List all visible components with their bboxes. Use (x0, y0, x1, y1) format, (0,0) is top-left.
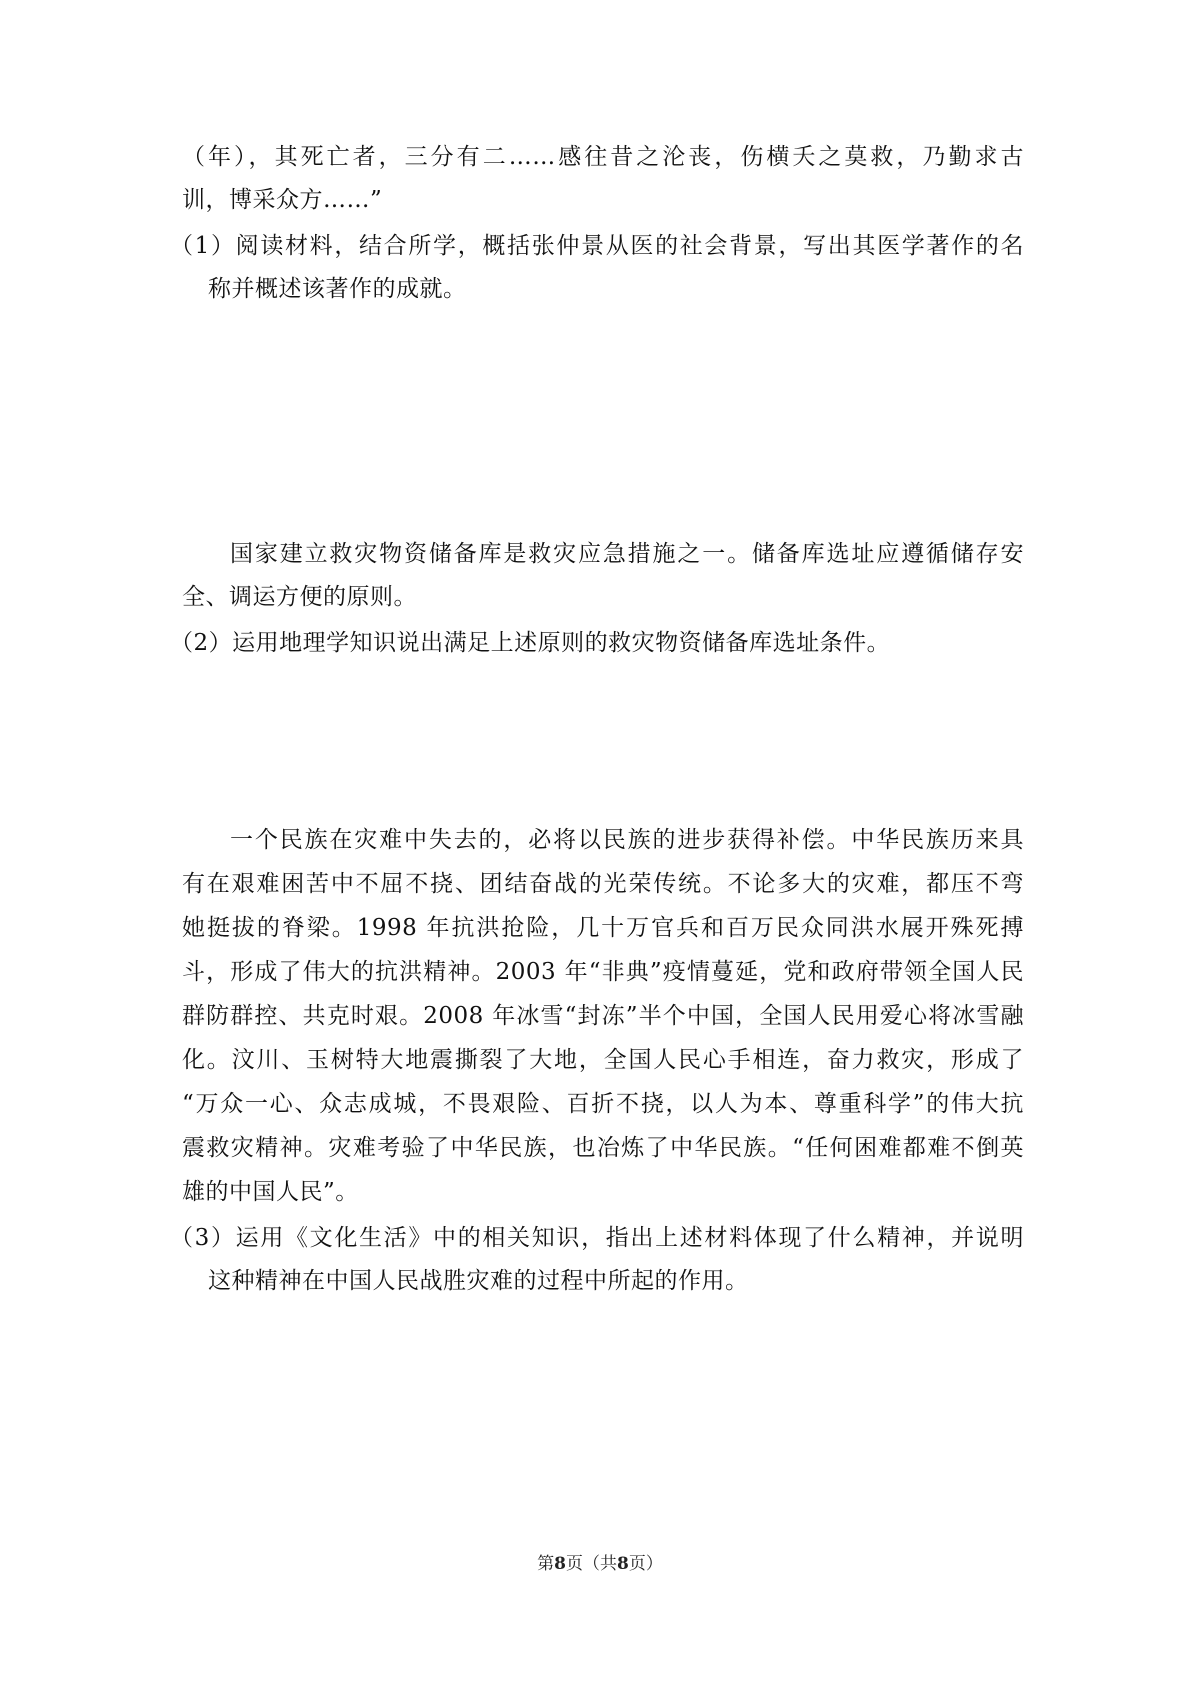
page-number: 8 (554, 1554, 566, 1574)
text-line: 国家建立救灾物资储备库是救灾应急措施之一。储备库选址应遵循储存安 (230, 541, 1024, 567)
question-1: （1）阅读材料，结合所学，概括张仲景从医的社会背景，写出其医学著作的名 (170, 233, 1024, 259)
text-line: 她挺拔的脊梁。1998 年抗洪抢险，几十万官兵和百万民众同洪水展开殊死搏 (182, 915, 1024, 941)
text-line: 训，博采众方……” (182, 187, 383, 213)
footer-suffix: 页） (628, 1554, 663, 1574)
text-line: 一个民族在灾难中失去的，必将以民族的进步获得补偿。中华民族历来具 (230, 827, 1024, 853)
question-2: （2）运用地理学知识说出满足上述原则的救灾物资储备库选址条件。 (170, 630, 891, 656)
text-line: 全、调运方便的原则。 (182, 584, 417, 610)
footer-prefix: 第 (537, 1554, 555, 1574)
text-line: 雄的中国人民”。 (182, 1179, 359, 1205)
question-1-continued: 称并概述该著作的成就。 (208, 276, 467, 302)
text-line: 震救灾精神。灾难考验了中华民族，也冶炼了中华民族。“任何困难都难不倒英 (182, 1135, 1024, 1161)
text-line: “万众一心、众志成城，不畏艰险、百折不挠，以人为本、尊重科学”的伟大抗 (182, 1091, 1024, 1117)
text-line: （年），其死亡者，三分有二……感往昔之沦丧，伤横夭之莫救，乃勤求古 (182, 144, 1024, 170)
total-pages: 8 (617, 1554, 629, 1574)
page-footer (0, 1552, 1200, 1576)
question-3-continued: 这种精神在中国人民战胜灾难的过程中所起的作用。 (208, 1268, 749, 1294)
text-line: 化。汶川、玉树特大地震撕裂了大地，全国人民心手相连，奋力救灾，形成了 (182, 1047, 1024, 1073)
text-line: 有在艰难困苦中不屈不挠、团结奋战的光荣传统。不论多大的灾难，都压不弯 (182, 871, 1024, 897)
footer-middle: 页（共 (566, 1554, 617, 1574)
text-line: 群防群控、共克时艰。2008 年冰雪“封冻”半个中国，全国人民用爱心将冰雪融 (182, 1003, 1024, 1029)
text-line: 斗，形成了伟大的抗洪精神。2003 年“非典”疫情蔓延，党和政府带领全国人民 (182, 959, 1024, 985)
question-3: （3）运用《文化生活》中的相关知识，指出上述材料体现了什么精神，并说明 (170, 1225, 1024, 1251)
